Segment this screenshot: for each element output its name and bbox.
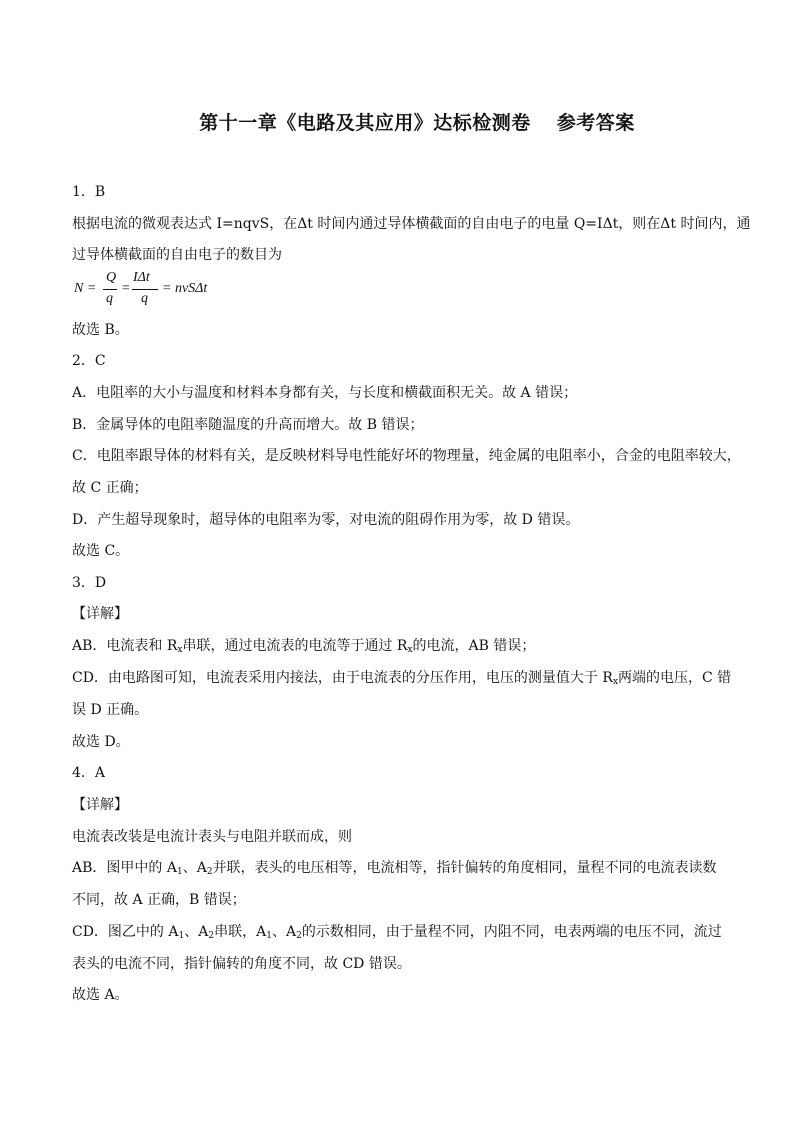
answer-3-option-cd-1: CD．由电路图可知，电流表采用内接法，由于电流表的分压作用，电压的测量值大于 $R_x$两端的电压，C 错 bbox=[72, 670, 732, 687]
title-answers: 参考答案 bbox=[556, 112, 635, 134]
formula-rhs: = nvSΔt bbox=[162, 281, 208, 296]
answer-1-text-1: 根据电流的微观表达式 I=nqvS，在Δt 时间内通过导体横截面的自由电子的电量 Q=IΔt，则在Δt 时间内，通 bbox=[72, 216, 751, 232]
answer-4-heading: 4．A bbox=[72, 765, 106, 781]
answer-1-heading: 1．B bbox=[72, 184, 106, 200]
answer-2-option-d: D．产生超导现象时，超导体的电阻率为零，对电流的阻碍作用为零，故 D 错误。 bbox=[72, 512, 580, 528]
formula-num2: IΔt bbox=[133, 270, 150, 285]
answer-4-option-cd-1: CD．图乙中的 $A_1$、$A_2$串联，$A_1$、$A_2$的示数相同，由于量程不同，内阻不同，电表两端的电压不同，流过 bbox=[72, 924, 722, 941]
formula-lhs: N = bbox=[74, 281, 97, 296]
formula-den2: q bbox=[141, 291, 148, 306]
formula-num1: Q bbox=[106, 270, 117, 285]
answer-2-option-b: B．金属导体的电阻率随温度的升高而增大。故 B 错误； bbox=[72, 417, 424, 433]
fraction-bar-1 bbox=[103, 289, 117, 290]
answer-3-option-ab: AB．电流表和 $R_x$串联，通过电流表的电流等于通过 $R_x$的电流，AB 错误； bbox=[72, 638, 536, 655]
page-title bbox=[0, 108, 794, 135]
answer-2-option-c-2: 故 C 正确； bbox=[72, 480, 148, 496]
formula-den1: q bbox=[106, 291, 113, 306]
title-main: 第十一章《电路及其应用》达标检测卷 bbox=[199, 112, 531, 134]
formula-eq1: = bbox=[121, 281, 131, 296]
answer-3-option-cd-2: 误 D 正确。 bbox=[72, 702, 149, 718]
answer-4-option-cd-2: 表头的电流不同，指针偏转的角度不同，故 CD 错误。 bbox=[72, 956, 411, 972]
answer-4-conclusion: 故选 A。 bbox=[72, 987, 129, 1003]
answer-4-intro: 电流表改装是电流计表头与电阻并联而成，则 bbox=[72, 829, 352, 845]
answer-2-option-a: A．电阻率的大小与温度和材料本身都有关，与长度和横截面积无关。故 A 错误； bbox=[72, 385, 578, 401]
answer-3-conclusion: 故选 D。 bbox=[72, 734, 130, 750]
answer-1-conclusion: 故选 B。 bbox=[72, 322, 129, 338]
answer-3-heading: 3．D bbox=[72, 575, 107, 591]
answer-4-detail-label: 【详解】 bbox=[72, 797, 128, 813]
answer-4-option-ab-2: 不同，故 A 正确，B 错误； bbox=[72, 892, 246, 908]
answer-1-text-2: 过导体横截面的自由电子的数目为 bbox=[72, 247, 282, 263]
answer-4-option-ab-1: AB．图甲中的 $A_1$、$A_2$并联，表头的电压相等，电流相等，指针偏转的角度相同，量程不同的电流表读数 bbox=[72, 860, 717, 877]
answer-2-option-c-1: C．电阻率跟导体的材料有关，是反映材料导电性能好坏的物理量，纯金属的电阻率小，合金的电阻率较大， bbox=[72, 448, 741, 464]
fraction-bar-2 bbox=[132, 289, 158, 290]
answer-3-detail-label: 【详解】 bbox=[72, 606, 128, 622]
answer-2-heading: 2．C bbox=[72, 353, 106, 369]
answer-2-conclusion: 故选 C。 bbox=[72, 543, 130, 559]
